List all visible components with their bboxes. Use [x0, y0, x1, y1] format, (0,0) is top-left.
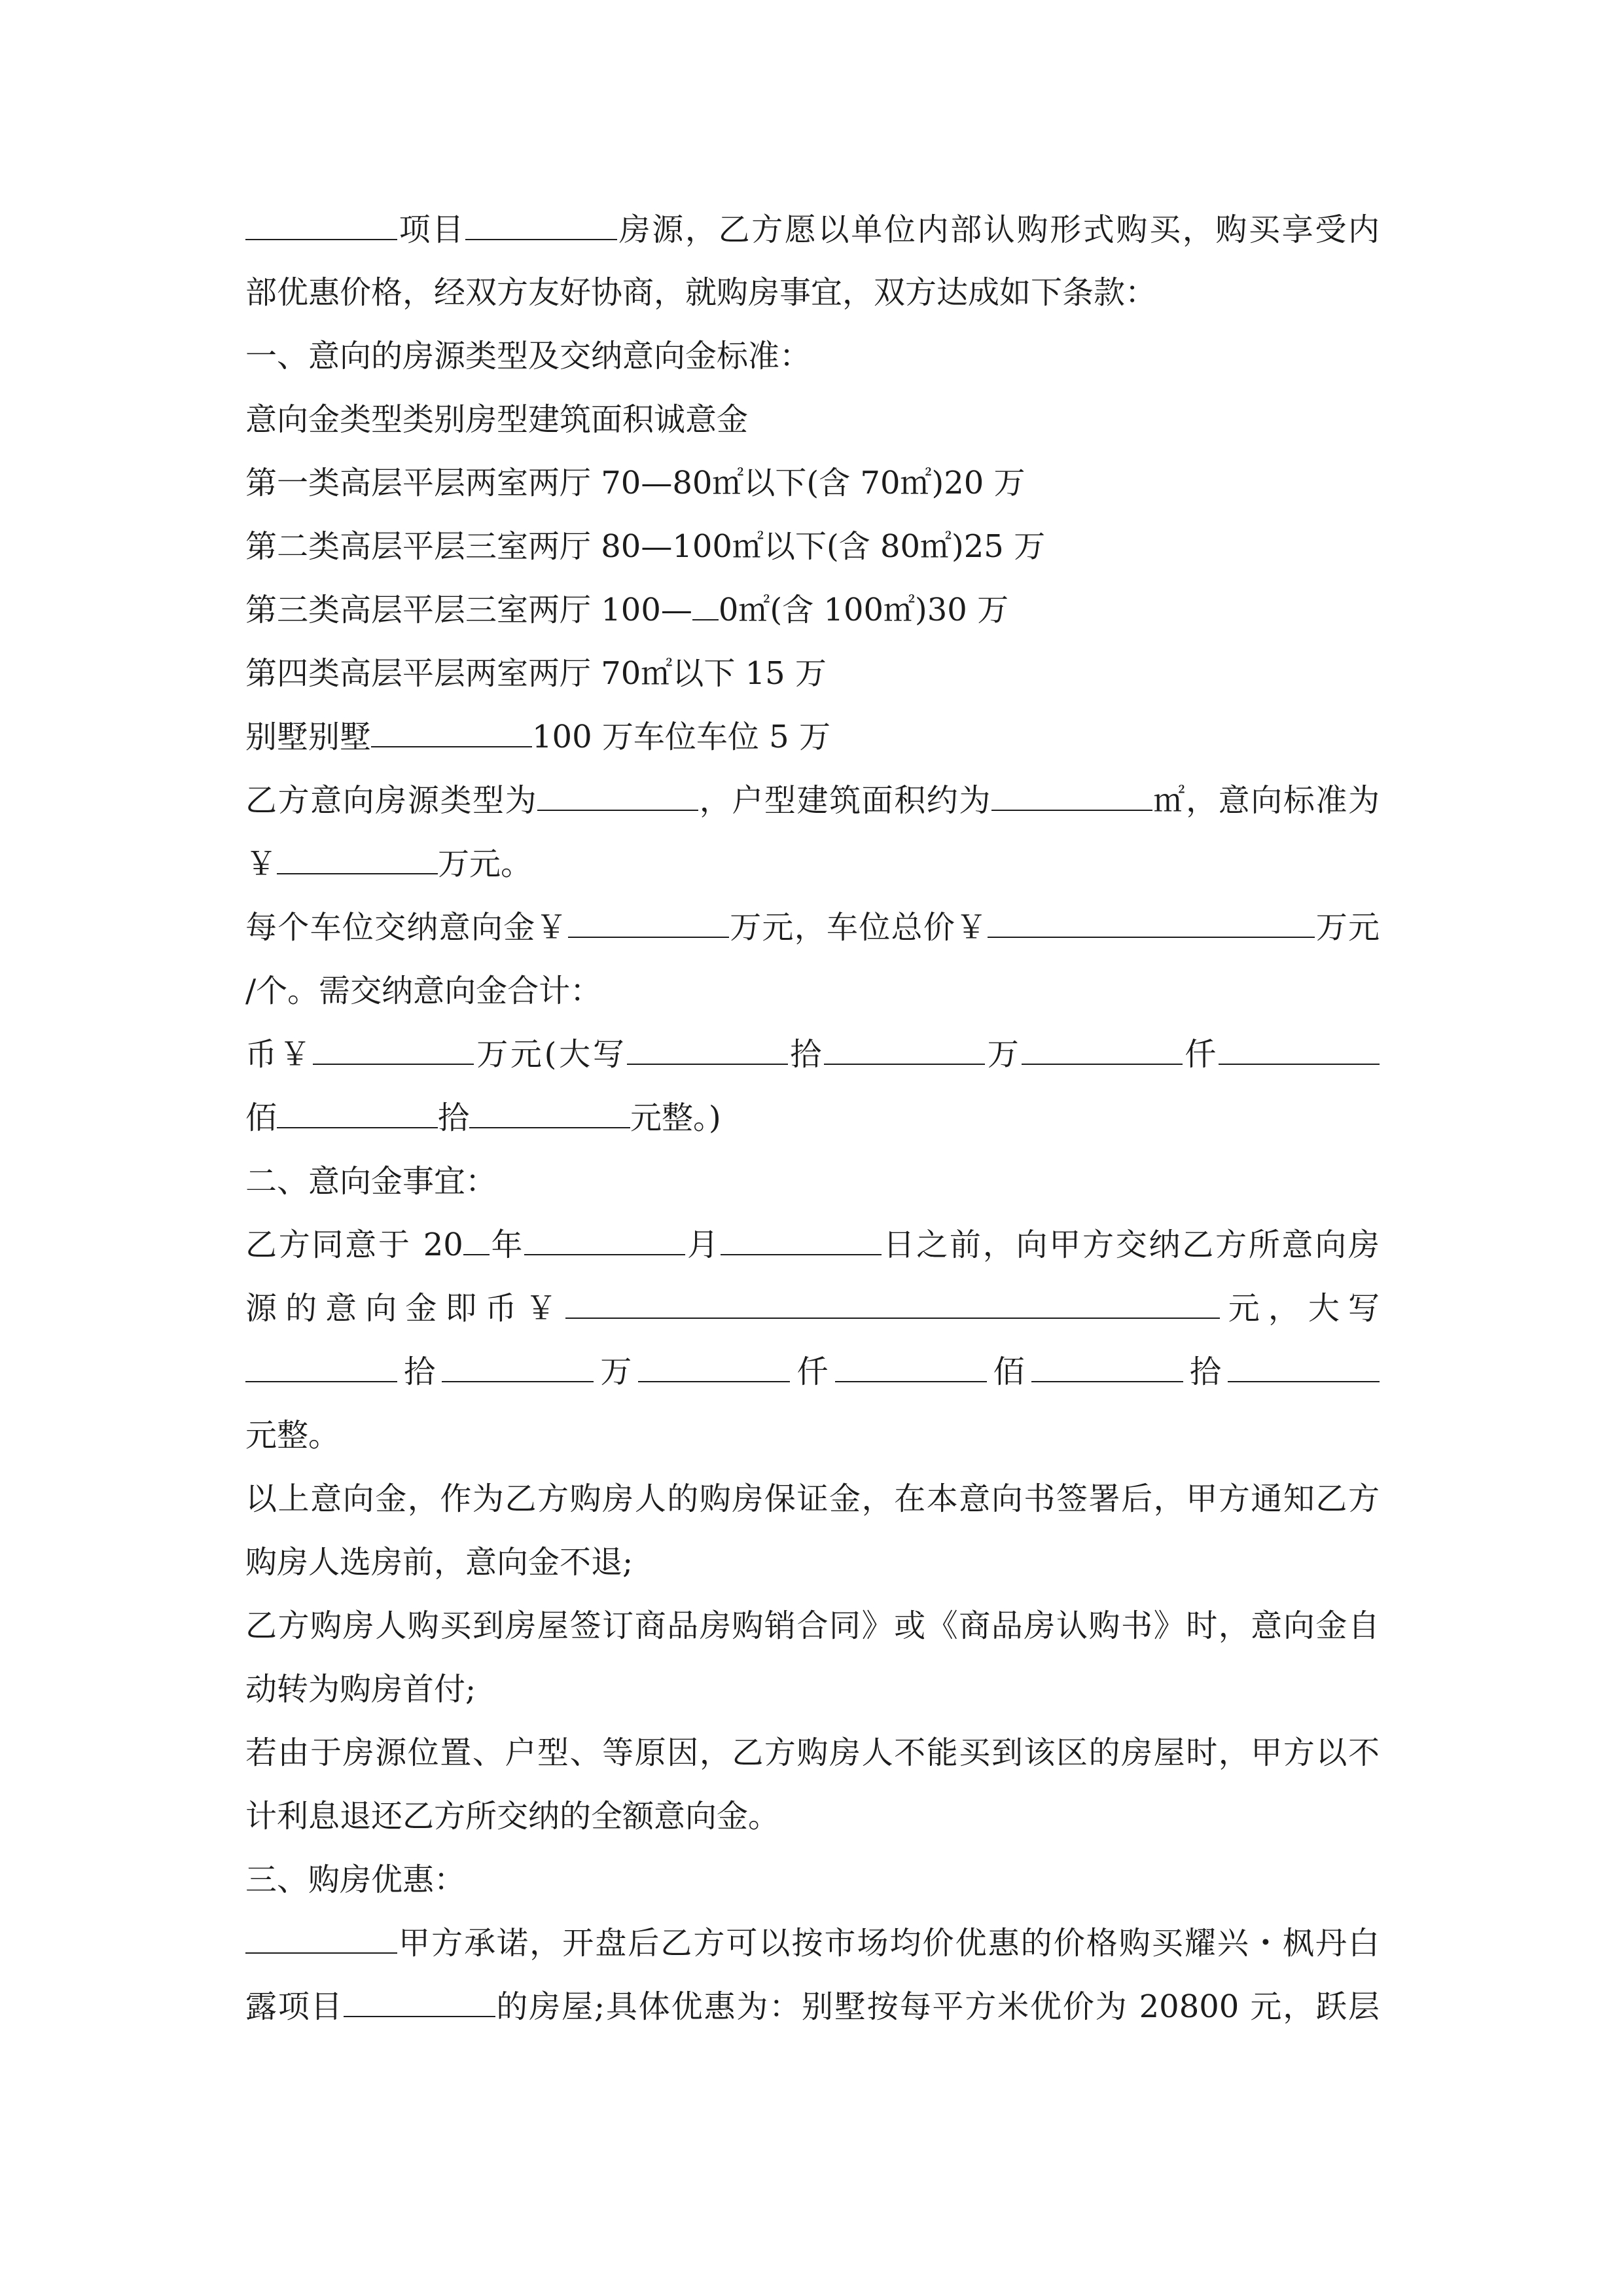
- parking-deposit-line: 每个车位交纳意向金￥ 万元，车位总价￥ 万元: [245, 896, 1380, 959]
- deposit-note-line-2: 购房人选房前，意向金不退;: [245, 1544, 633, 1581]
- deposit-total-line: /个。需交纳意向金合计：: [245, 973, 602, 1009]
- deposit-note-line-5: 若由于房源位置、户型、等原因，乙方购房人不能买到该区的房屋时，甲方以不: [245, 1734, 1380, 1771]
- blank-party-a[interactable]: [245, 1914, 397, 1954]
- blank-cap-2[interactable]: [442, 1343, 594, 1382]
- category-1-line: 第一类高层平层两室两厅 70—80㎡以下(含 70㎡)20 万: [245, 465, 1026, 501]
- payment-date-line: 乙方同意于 20 年 月 日之前，向甲方交纳乙方所意向房: [245, 1213, 1380, 1276]
- blank-cap-5[interactable]: [1031, 1343, 1183, 1382]
- deposit-amount-line: 币￥ 万元(大写 拾 万 仟: [245, 1023, 1380, 1086]
- blank-uppercase-1[interactable]: [627, 1026, 788, 1065]
- blank-parking-deposit[interactable]: [568, 899, 729, 938]
- deposit-amount-line-2: 佰 拾 元整。): [245, 1086, 1380, 1149]
- blank-project-house[interactable]: [344, 1978, 495, 2017]
- blank-intended-type[interactable]: [537, 772, 698, 811]
- blank-standard-amount[interactable]: [277, 835, 438, 874]
- deposit-note-line-4: 动转为购房首付;: [245, 1671, 476, 1708]
- deposit-note-line-3: 乙方购房人购买到房屋签订商品房购销合同》或《商品房认购书》时，意向金自: [245, 1607, 1380, 1644]
- payment-amount-line: 源的意向金即币￥ 元，大写: [245, 1277, 1380, 1340]
- clause-intro-line-2: 部优惠价格，经双方友好协商，就购房事宜，双方达成如下条款：: [245, 274, 1157, 311]
- discount-line-1: 甲方承诺，开盘后乙方可以按市场均价优惠的价格购买耀兴・枫丹白: [245, 1912, 1380, 1975]
- blank-total-amount[interactable]: [313, 1026, 474, 1065]
- blank-uppercase-4[interactable]: [1219, 1026, 1380, 1065]
- blank-day[interactable]: [721, 1216, 882, 1255]
- blank-housing-source[interactable]: [465, 201, 617, 240]
- blank-cap-6[interactable]: [1228, 1343, 1380, 1382]
- category-4-line: 第四类高层平层两室两厅 70㎡以下 15 万: [245, 655, 827, 692]
- blank-year[interactable]: [463, 1216, 490, 1255]
- payment-uppercase-line: 拾 万 仟 佰 拾: [245, 1340, 1380, 1403]
- deposit-note-line-6: 计利息退还乙方所交纳的全额意向金。: [245, 1798, 780, 1835]
- blank-uppercase-6[interactable]: [469, 1089, 630, 1128]
- blank-villa-area[interactable]: [371, 708, 532, 747]
- villa-parking-line: 别墅别墅 100 万车位车位 5 万: [245, 706, 1380, 768]
- blank-building-area[interactable]: [991, 772, 1152, 811]
- section-heading-3: 三、购房优惠：: [245, 1861, 466, 1898]
- payment-end-line: 元整。: [245, 1417, 340, 1454]
- discount-line-2: 露项目 的房屋;具体优惠为：别墅按每平方米优价为 20800 元，跃层: [245, 1975, 1380, 2038]
- blank-parking-total-price[interactable]: [988, 899, 1315, 938]
- section-heading-1: 一、意向的房源类型及交纳意向金标准：: [245, 338, 812, 374]
- blank-project-name[interactable]: [245, 201, 397, 240]
- blank-cap-4[interactable]: [835, 1343, 987, 1382]
- section-heading-2: 二、意向金事宜：: [245, 1163, 497, 1200]
- blank-cap-1[interactable]: [245, 1343, 397, 1382]
- category-3-line: 第三类高层平层三室两厅 100— 0㎡(含 100㎡)30 万: [245, 579, 1380, 641]
- blank-uppercase-5[interactable]: [277, 1089, 438, 1128]
- blank-month[interactable]: [524, 1216, 685, 1255]
- intended-type-line: 乙方意向房源类型为 ，户型建筑面积约为 ㎡，意向标准为: [245, 769, 1380, 832]
- deposit-note-line-1: 以上意向金，作为乙方购房人的购房保证金，在本意向书签署后，甲方通知乙方: [245, 1480, 1380, 1517]
- blank-payment-amount[interactable]: [565, 1280, 1220, 1319]
- blank-area-digit[interactable]: [692, 581, 719, 620]
- intended-standard-line: ￥ 万元。: [245, 833, 1380, 895]
- table-header-line: 意向金类型类别房型建筑面积诚意金: [245, 401, 749, 438]
- blank-uppercase-3[interactable]: [1022, 1026, 1183, 1065]
- clause-intro-line-1: 项目 房源，乙方愿以单位内部认购形式购买，购买享受内: [245, 198, 1380, 261]
- blank-cap-3[interactable]: [638, 1343, 790, 1382]
- blank-uppercase-2[interactable]: [824, 1026, 985, 1065]
- category-2-line: 第二类高层平层三室两厅 80—100㎡以下(含 80㎡)25 万: [245, 528, 1046, 565]
